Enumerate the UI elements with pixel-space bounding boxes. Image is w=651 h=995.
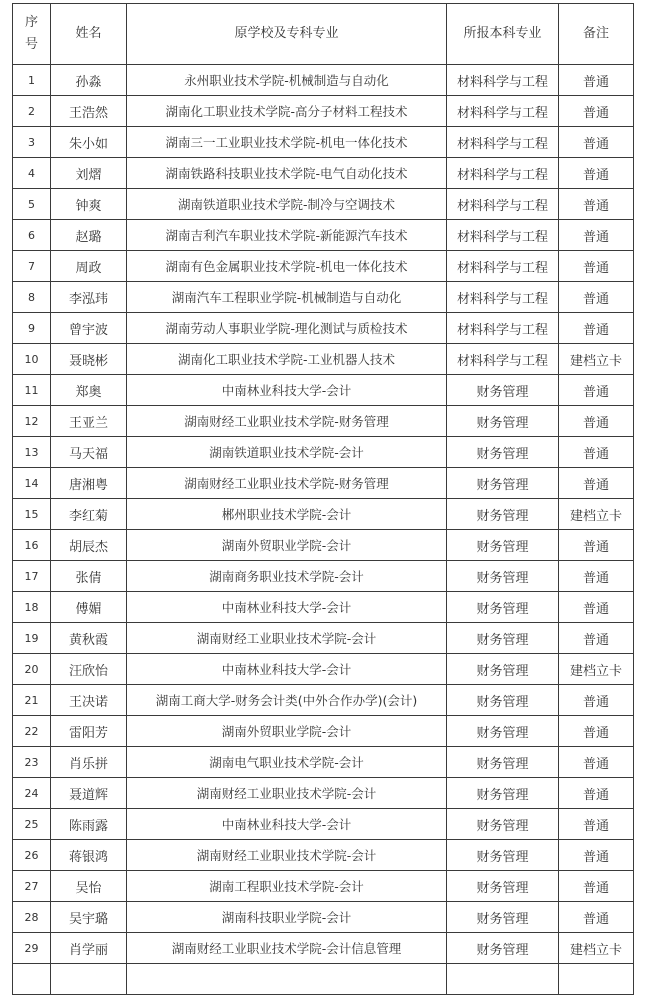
cell-major: 财务管理 <box>447 561 559 592</box>
cell-major: 财务管理 <box>447 592 559 623</box>
cell-remark: 普通 <box>559 375 634 406</box>
cell-name: 聂晓彬 <box>51 344 127 375</box>
table-row <box>13 561 634 592</box>
cell-index: 12 <box>13 406 51 437</box>
cell-major: 材料科学与工程 <box>447 189 559 220</box>
table-row <box>13 282 634 313</box>
cell-major: 材料科学与工程 <box>447 344 559 375</box>
cell-index: 15 <box>13 499 51 530</box>
cell-major: 财务管理 <box>447 530 559 561</box>
table-row <box>13 251 634 282</box>
header-index <box>13 4 51 65</box>
cell-index: 23 <box>13 747 51 778</box>
cell-remark: 建档立卡 <box>559 654 634 685</box>
cell-school: 湖南吉利汽车职业技术学院-新能源汽车技术 <box>127 220 447 251</box>
cell-remark: 普通 <box>559 282 634 313</box>
cell-major: 财务管理 <box>447 933 559 964</box>
cell-school: 湖南汽车工程职业学院-机械制造与自动化 <box>127 282 447 313</box>
cell-school: 湖南科技职业学院-会计 <box>127 902 447 933</box>
cell-major: 材料科学与工程 <box>447 96 559 127</box>
cell-index: 13 <box>13 437 51 468</box>
cell-name: 肖学丽 <box>51 933 127 964</box>
cell-major: 财务管理 <box>447 840 559 871</box>
table-row <box>13 747 634 778</box>
cell-name: 钟爽 <box>51 189 127 220</box>
cell-school: 湖南财经工业职业技术学院-会计信息管理 <box>127 933 447 964</box>
cell-school: 湖南财经工业职业技术学院-财务管理 <box>127 468 447 499</box>
cell-major: 材料科学与工程 <box>447 282 559 313</box>
table-row <box>13 499 634 530</box>
table-row <box>13 964 634 995</box>
table-row <box>13 778 634 809</box>
table-row <box>13 902 634 933</box>
cell-major: 财务管理 <box>447 716 559 747</box>
table-row <box>13 530 634 561</box>
cell-remark: 普通 <box>559 530 634 561</box>
cell-remark: 建档立卡 <box>559 499 634 530</box>
cell-index <box>13 964 51 995</box>
cell-major: 财务管理 <box>447 654 559 685</box>
cell-major: 财务管理 <box>447 437 559 468</box>
table-row <box>13 654 634 685</box>
cell-name: 黄秋霞 <box>51 623 127 654</box>
cell-index: 20 <box>13 654 51 685</box>
header-major: 所报本科专业 <box>447 4 559 65</box>
table-row <box>13 158 634 189</box>
table-row <box>13 685 634 716</box>
cell-remark: 普通 <box>559 406 634 437</box>
cell-school: 永州职业技术学院-机械制造与自动化 <box>127 65 447 96</box>
cell-index: 4 <box>13 158 51 189</box>
cell-remark: 普通 <box>559 871 634 902</box>
cell-name: 王决诺 <box>51 685 127 716</box>
cell-remark <box>559 964 634 995</box>
cell-school <box>127 964 447 995</box>
cell-index: 28 <box>13 902 51 933</box>
cell-index: 22 <box>13 716 51 747</box>
cell-school: 湖南工商大学-财务会计类(中外合作办学)(会计) <box>127 685 447 716</box>
cell-remark: 普通 <box>559 747 634 778</box>
table-row <box>13 189 634 220</box>
cell-major: 材料科学与工程 <box>447 65 559 96</box>
table-row <box>13 840 634 871</box>
table-row <box>13 623 634 654</box>
cell-school: 湖南外贸职业学院-会计 <box>127 716 447 747</box>
cell-name: 赵璐 <box>51 220 127 251</box>
cell-name: 郑奥 <box>51 375 127 406</box>
cell-remark: 普通 <box>559 778 634 809</box>
cell-remark: 普通 <box>559 716 634 747</box>
table-row <box>13 468 634 499</box>
cell-major: 财务管理 <box>447 499 559 530</box>
cell-index: 11 <box>13 375 51 406</box>
cell-school: 湖南商务职业技术学院-会计 <box>127 561 447 592</box>
cell-name: 傅媚 <box>51 592 127 623</box>
table-row <box>13 871 634 902</box>
cell-major: 材料科学与工程 <box>447 127 559 158</box>
cell-index: 18 <box>13 592 51 623</box>
table-row <box>13 344 634 375</box>
cell-index: 6 <box>13 220 51 251</box>
cell-index: 2 <box>13 96 51 127</box>
header-school: 原学校及专科专业 <box>127 4 447 65</box>
cell-name: 李泓玮 <box>51 282 127 313</box>
cell-index: 24 <box>13 778 51 809</box>
cell-major: 财务管理 <box>447 623 559 654</box>
table-row <box>13 220 634 251</box>
cell-school: 湖南铁路科技职业技术学院-电气自动化技术 <box>127 158 447 189</box>
cell-major: 材料科学与工程 <box>447 220 559 251</box>
cell-remark: 普通 <box>559 220 634 251</box>
cell-name: 王浩然 <box>51 96 127 127</box>
cell-name: 吴怡 <box>51 871 127 902</box>
cell-school: 湖南财经工业职业技术学院-会计 <box>127 623 447 654</box>
cell-school: 湖南有色金属职业技术学院-机电一体化技术 <box>127 251 447 282</box>
table-row <box>13 96 634 127</box>
table-row <box>13 375 634 406</box>
cell-index: 10 <box>13 344 51 375</box>
cell-name: 陈雨露 <box>51 809 127 840</box>
cell-remark: 普通 <box>559 96 634 127</box>
cell-index: 7 <box>13 251 51 282</box>
cell-school: 湖南化工职业技术学院-工业机器人技术 <box>127 344 447 375</box>
table-row <box>13 127 634 158</box>
table-header-row <box>13 4 634 65</box>
cell-remark: 普通 <box>559 902 634 933</box>
cell-school: 湖南外贸职业学院-会计 <box>127 530 447 561</box>
cell-name: 李红菊 <box>51 499 127 530</box>
cell-name: 朱小如 <box>51 127 127 158</box>
table-row <box>13 933 634 964</box>
cell-remark: 建档立卡 <box>559 344 634 375</box>
cell-school: 湖南劳动人事职业学院-理化测试与质检技术 <box>127 313 447 344</box>
cell-major: 材料科学与工程 <box>447 251 559 282</box>
cell-remark: 普通 <box>559 592 634 623</box>
cell-index: 26 <box>13 840 51 871</box>
cell-major: 财务管理 <box>447 375 559 406</box>
cell-school: 湖南工程职业技术学院-会计 <box>127 871 447 902</box>
cell-school: 湖南铁道职业技术学院-会计 <box>127 437 447 468</box>
cell-major: 财务管理 <box>447 809 559 840</box>
cell-remark: 普通 <box>559 468 634 499</box>
header-index-line2: 号 <box>24 37 38 52</box>
table-row <box>13 406 634 437</box>
cell-name: 汪欣怡 <box>51 654 127 685</box>
cell-school: 湖南财经工业职业技术学院-会计 <box>127 840 447 871</box>
cell-major: 财务管理 <box>447 902 559 933</box>
cell-remark: 普通 <box>559 65 634 96</box>
cell-school: 湖南财经工业职业技术学院-会计 <box>127 778 447 809</box>
cell-name: 张倩 <box>51 561 127 592</box>
table-row <box>13 716 634 747</box>
cell-name <box>51 964 127 995</box>
cell-name: 雷阳芳 <box>51 716 127 747</box>
cell-name: 王亚兰 <box>51 406 127 437</box>
cell-remark: 普通 <box>559 561 634 592</box>
table-row <box>13 592 634 623</box>
cell-school: 中南林业科技大学-会计 <box>127 809 447 840</box>
cell-name: 周政 <box>51 251 127 282</box>
cell-index: 9 <box>13 313 51 344</box>
cell-remark: 普通 <box>559 158 634 189</box>
cell-index: 14 <box>13 468 51 499</box>
cell-major: 财务管理 <box>447 685 559 716</box>
cell-school: 中南林业科技大学-会计 <box>127 654 447 685</box>
cell-index: 25 <box>13 809 51 840</box>
cell-name: 肖乐拼 <box>51 747 127 778</box>
cell-remark: 普通 <box>559 840 634 871</box>
cell-name: 唐湘粤 <box>51 468 127 499</box>
admission-list-table <box>12 3 634 995</box>
cell-school: 郴州职业技术学院-会计 <box>127 499 447 530</box>
cell-school: 湖南财经工业职业技术学院-财务管理 <box>127 406 447 437</box>
cell-index: 16 <box>13 530 51 561</box>
cell-major: 财务管理 <box>447 406 559 437</box>
cell-name: 聂道辉 <box>51 778 127 809</box>
table-row <box>13 809 634 840</box>
cell-name: 孙淼 <box>51 65 127 96</box>
table-row <box>13 65 634 96</box>
cell-remark: 普通 <box>559 809 634 840</box>
cell-major <box>447 964 559 995</box>
cell-school: 湖南三一工业职业技术学院-机电一体化技术 <box>127 127 447 158</box>
cell-index: 27 <box>13 871 51 902</box>
cell-name: 胡辰杰 <box>51 530 127 561</box>
cell-name: 蒋银鸿 <box>51 840 127 871</box>
cell-school: 湖南铁道职业技术学院-制冷与空调技术 <box>127 189 447 220</box>
cell-school: 湖南电气职业技术学院-会计 <box>127 747 447 778</box>
cell-major: 财务管理 <box>447 747 559 778</box>
cell-remark: 普通 <box>559 189 634 220</box>
cell-index: 8 <box>13 282 51 313</box>
cell-major: 财务管理 <box>447 871 559 902</box>
table-body <box>13 65 634 995</box>
cell-name: 马天福 <box>51 437 127 468</box>
cell-remark: 普通 <box>559 685 634 716</box>
cell-index: 3 <box>13 127 51 158</box>
cell-major: 材料科学与工程 <box>447 313 559 344</box>
header-index-line1: 序 <box>24 15 38 30</box>
cell-name: 曾宇波 <box>51 313 127 344</box>
cell-remark: 普通 <box>559 623 634 654</box>
cell-name: 吴宇璐 <box>51 902 127 933</box>
cell-major: 财务管理 <box>447 778 559 809</box>
cell-remark: 建档立卡 <box>559 933 634 964</box>
cell-major: 财务管理 <box>447 468 559 499</box>
cell-index: 17 <box>13 561 51 592</box>
cell-remark: 普通 <box>559 127 634 158</box>
table-row <box>13 313 634 344</box>
cell-index: 5 <box>13 189 51 220</box>
cell-remark: 普通 <box>559 437 634 468</box>
cell-school: 中南林业科技大学-会计 <box>127 375 447 406</box>
header-remark: 备注 <box>559 4 634 65</box>
cell-index: 21 <box>13 685 51 716</box>
cell-major: 材料科学与工程 <box>447 158 559 189</box>
cell-remark: 普通 <box>559 251 634 282</box>
cell-name: 刘熠 <box>51 158 127 189</box>
cell-index: 19 <box>13 623 51 654</box>
cell-school: 湖南化工职业技术学院-高分子材料工程技术 <box>127 96 447 127</box>
header-name: 姓名 <box>51 4 127 65</box>
cell-school: 中南林业科技大学-会计 <box>127 592 447 623</box>
table-row <box>13 437 634 468</box>
cell-index: 1 <box>13 65 51 96</box>
cell-index: 29 <box>13 933 51 964</box>
cell-remark: 普通 <box>559 313 634 344</box>
